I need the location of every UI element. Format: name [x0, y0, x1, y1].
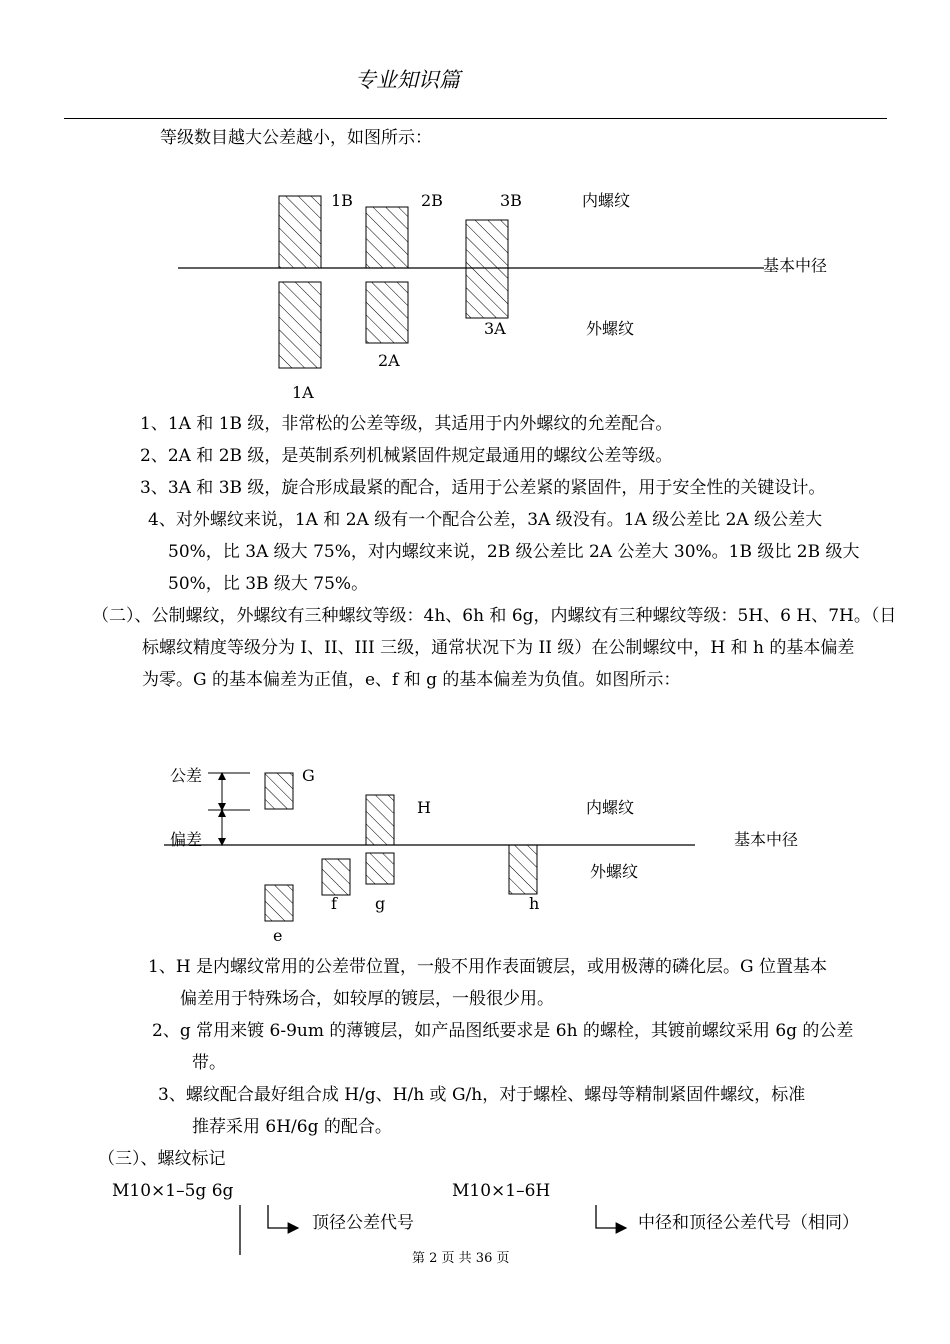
list1-item4	[148, 504, 860, 600]
label-g: g	[375, 894, 386, 913]
zone-g	[366, 853, 394, 884]
label-1a: 1A	[292, 383, 314, 402]
label-internal-2: 内螺纹	[586, 798, 635, 817]
label-e: e	[273, 926, 283, 945]
label-3a: 3A	[484, 319, 506, 338]
list2-item1-line2: 偏差用于特殊场合，如较厚的镀层，一般很少用。	[180, 989, 554, 1009]
thread-mark-1: M10×1–5g 6g	[112, 1181, 234, 1201]
zone-H	[366, 795, 394, 845]
zone-1a	[279, 282, 321, 368]
list1-item1-line: 1、1A 和 1B 级，非常松的公差等级，其适用于内外螺纹的允差配合。	[140, 414, 673, 434]
zone-e	[265, 885, 293, 921]
list1-item3-line: 3、3A 和 3B 级，旋合形成最紧的配合，适用于公差紧的紧固件，用于安全性的关键设计。	[140, 478, 826, 498]
header-title: 专业知识篇	[355, 68, 460, 92]
list1-item4-line1: 4、对外螺纹来说，1A 和 2A 级有一个配合公差，3A 级没有。1A 级公差比 2A 级公差大	[148, 510, 823, 530]
label-1b: 1B	[331, 191, 353, 210]
list1-item3	[140, 472, 825, 504]
list2-item1-line1: 1、H 是内螺纹常用的公差带位置，一般不用作表面镀层，或用极薄的磷化层。G 位置基本	[148, 957, 828, 977]
label-internal: 内螺纹	[582, 191, 631, 210]
section2-line2: 标螺纹精度等级分为 I、II、III 三级，通常状况下为 II 级）在公制螺纹中，H 和 h 的基本偏差	[142, 638, 855, 658]
list1-item2-line: 2、2A 和 2B 级，是英制系列机械紧固件规定最通用的螺纹公差等级。	[140, 446, 673, 466]
header-rule	[64, 118, 887, 119]
label-f: f	[331, 894, 337, 913]
label-basic-2: 基本中径	[734, 830, 799, 849]
page-number: 第 2 页 共 36 页	[412, 1251, 510, 1266]
note-crest-tolerance: 顶径公差代号	[312, 1213, 414, 1233]
label-G: G	[302, 766, 315, 785]
zone-2b	[366, 207, 408, 268]
deviation-diagram	[0, 755, 950, 950]
section2-paragraph	[92, 600, 896, 696]
list2-item1	[148, 951, 827, 1015]
list2-item2-line1: 2、g 常用来镀 6-9um 的薄镀层，如产品图纸要求是 6h 的螺栓，其镀前螺纹采用 6g 的公差	[152, 1021, 854, 1041]
zone-G	[265, 773, 293, 809]
label-external: 外螺纹	[586, 319, 635, 338]
note-pitch-crest-tolerance: 中径和顶径公差代号（相同）	[638, 1213, 859, 1233]
tolerance-class-diagram	[0, 180, 950, 410]
list1-item1	[140, 408, 672, 440]
label-H: H	[417, 798, 431, 817]
label-3b: 3B	[500, 191, 522, 210]
label-basic: 基本中径	[763, 256, 828, 275]
section3-title: （三）、螺纹标记	[98, 1149, 226, 1169]
intro-text: 等级数目越大公差越小，如图所示：	[160, 128, 432, 148]
list2-item3-line2: 推荐采用 6H/6g 的配合。	[192, 1117, 392, 1137]
label-2a: 2A	[378, 351, 400, 370]
zone-3b	[466, 220, 508, 268]
list2-item3	[158, 1079, 805, 1143]
list1-item2	[140, 440, 672, 472]
label-tolerance: 公差	[170, 766, 203, 785]
label-external-2: 外螺纹	[590, 862, 639, 881]
section2-line1: （二）、公制螺纹，外螺纹有三种螺纹等级：4h、6h 和 6g，内螺纹有三种螺纹等级：5H、6 H、7H。（日	[92, 606, 897, 626]
list2-item2-line2: 带。	[192, 1053, 226, 1073]
zone-h	[509, 845, 537, 894]
label-2b: 2B	[421, 191, 443, 210]
zone-1b	[279, 196, 321, 268]
list2-item2	[152, 1015, 853, 1079]
section2-line3: 为零。G 的基本偏差为正值，e、f 和 g 的基本偏差为负值。如图所示：	[142, 670, 681, 690]
list1-item4-line2: 50%，比 3A 级大 75%，对内螺纹来说，2B 级公差比 2A 公差大 30%。1B 级比 2B 级大	[168, 542, 860, 562]
zone-3a	[466, 268, 508, 318]
thread-mark-2: M10×1–6H	[452, 1181, 551, 1201]
label-h: h	[529, 894, 540, 913]
zone-2a	[366, 282, 408, 343]
label-deviation: 偏差	[170, 830, 203, 849]
zone-f	[322, 859, 350, 895]
list1-item4-line3: 50%，比 3B 级大 75%。	[168, 574, 369, 594]
list2-item3-line1: 3、螺纹配合最好组合成 H/g、H/h 或 G/h，对于螺栓、螺母等精制紧固件螺纹，标准	[158, 1085, 806, 1105]
